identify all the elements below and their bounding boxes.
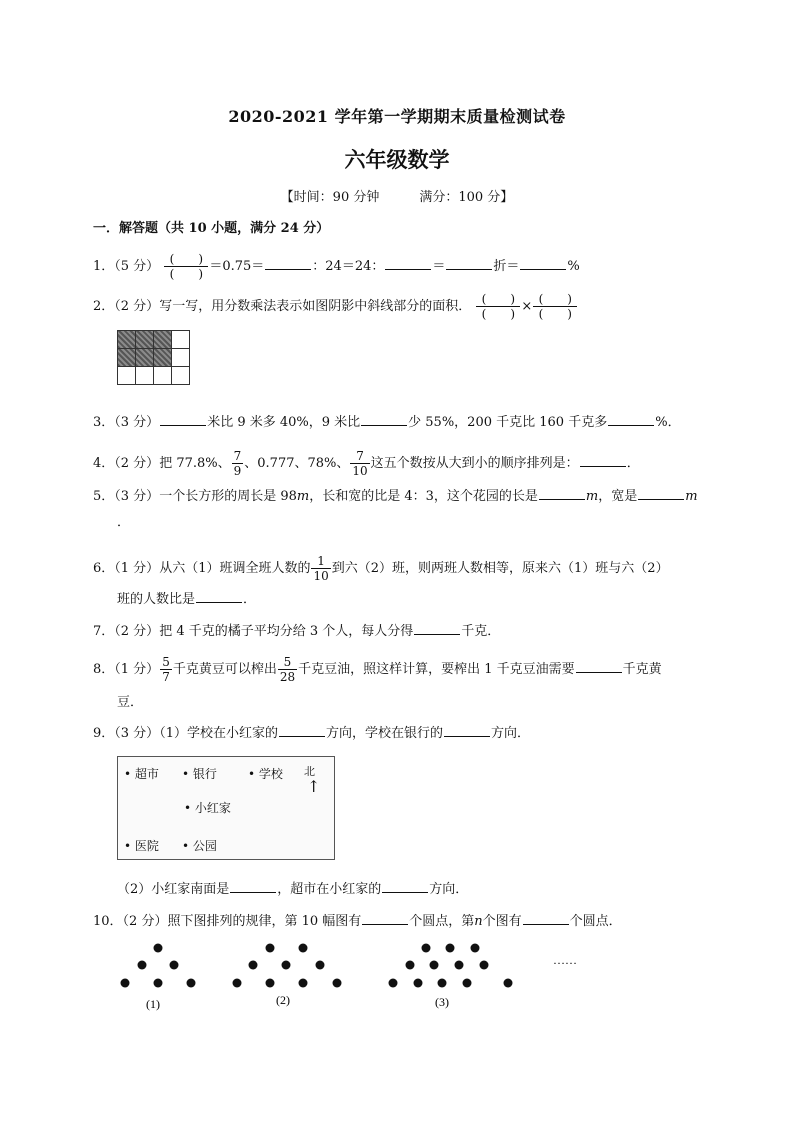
question-10: 10．（2 分）照下图排列的规律，第 10 幅图有 个圆点，第n个图有 个圆点． [93,914,622,929]
question-4: 4．（2 分）把 77.8%、 $\frac{7}{9}$ 、0.777、78%、 $\frac{7}{10}$ 这五个数按从大到小的顺序排列是： ． [93,449,640,478]
answer-blank[interactable] [230,880,276,893]
dot-pattern-2 [233,944,342,988]
answer-blank[interactable] [576,660,622,673]
question-7: 7．（2 分）把 4 千克的橘子平均分给 3 个人，每人分得 千克． [93,624,501,639]
map-school: • 学校 [248,767,283,781]
exam-subject: 六年级数学 [344,147,450,172]
exam-time: 【时间：90 分钟 [280,190,380,205]
fraction: $\frac{5}{28}$ [279,655,296,684]
exam-info [0,186,794,205]
q1-fraction: $\frac{( )}{( )}$ [164,252,208,281]
answer-blank[interactable] [361,413,407,426]
map-home: • 小红家 [184,801,231,815]
map-north-label: 北 [304,765,315,778]
question-5: 5．（3 分）一个长方形的周长是 98m，长和宽的比是 4：3，这个花园的长是 m，宽是 m [93,489,698,504]
question-3: 3．（3 分） 米比 9 米多 40%，9 米比 少 55%，200 千克比 160 千克多 %． [93,415,681,430]
answer-blank[interactable] [385,257,431,270]
dot-label-1: (1) [146,997,160,1011]
question-8: 8．（1 分） $\frac{5}{7}$ 千克黄豆可以榨出 $\frac{5}{28}$ 千克豆油，照这样计算，要榨出 1 千克豆油需要 千克黄 [93,655,662,684]
dot-pattern-3 [389,944,513,988]
answer-blank[interactable] [444,724,490,737]
dot-label-2: (2) [276,993,290,1007]
question-9-part2: （2）小红家南面是 ，超市在小红家的 方向． [117,882,469,897]
north-arrow-icon: ↑ [307,777,321,796]
answer-blank[interactable] [520,257,566,270]
question-2: 2．（2 分）写一写，用分数乘法表示如图阴影中斜线部分的面积． $\frac{( )}{( )}$ × $\frac{( )}{( )}$ [93,292,578,321]
exam-title: 2020-2021 学年第一学期期末质量检测试卷 [228,107,566,126]
answer-blank[interactable] [608,413,654,426]
fraction: $\frac{1}{10}$ [313,554,329,583]
map-hospital: • 医院 [124,839,159,853]
answer-blank[interactable] [160,413,206,426]
dot-pattern-figure [117,940,582,1016]
answer-blank[interactable] [638,487,684,500]
q2-text: 写一写，用分数乘法表示如图阴影中斜线部分的面积． [159,299,472,314]
answer-blank[interactable] [580,454,626,467]
q5-period: ． [117,515,131,530]
map-bank: • 银行 [182,767,217,781]
question-8-line2: 豆． [117,695,144,710]
answer-blank[interactable] [196,590,242,603]
fraction: $\frac{7}{9}$ [233,449,242,478]
map-supermarket: • 超市 [124,767,159,781]
fraction: $\frac{7}{10}$ [352,449,368,478]
fraction: $\frac{5}{7}$ [162,655,170,684]
section-title: 一．解答题（共 10 小题，满分 24 分） [93,221,330,236]
q1-points: （5 分） [114,259,160,274]
q1-num: 1． [93,259,115,274]
answer-blank[interactable] [382,880,428,893]
answer-blank[interactable] [523,912,569,925]
location-map [117,756,335,860]
dot-label-3: (3) [435,995,449,1009]
answer-blank[interactable] [279,724,325,737]
q2-fraction-1[interactable]: $\frac{( )}{( )}$ [476,292,520,321]
shaded-grid-figure [117,330,190,385]
question-9: 9．（3 分）（1）学校在小红家的 方向，学校在银行的 方向． [93,726,530,741]
answer-blank[interactable] [265,257,311,270]
question-1: 1．（5 分） $\frac{( )}{( )}$ ＝0.75＝ ：24＝24： ＝ 折＝ % [93,252,580,281]
dot-ellipsis: …… [553,953,577,967]
answer-blank[interactable] [446,257,492,270]
exam-score: 满分：100 分】 [419,190,514,205]
answer-blank[interactable] [362,912,408,925]
dot-pattern-1 [121,944,196,988]
answer-blank[interactable] [414,622,460,635]
question-6: 6．（1 分）从六（1）班调全班人数的 $\frac{1}{10}$ 到六（2）班，则两班人数相等，原来六（1）班与六（2） [93,554,669,583]
answer-blank[interactable] [539,487,585,500]
map-park: • 公园 [182,839,217,853]
q2-fraction-2[interactable]: $\frac{( )}{( )}$ [533,292,577,321]
question-6-line2: 班的人数比是 ． [117,592,257,607]
